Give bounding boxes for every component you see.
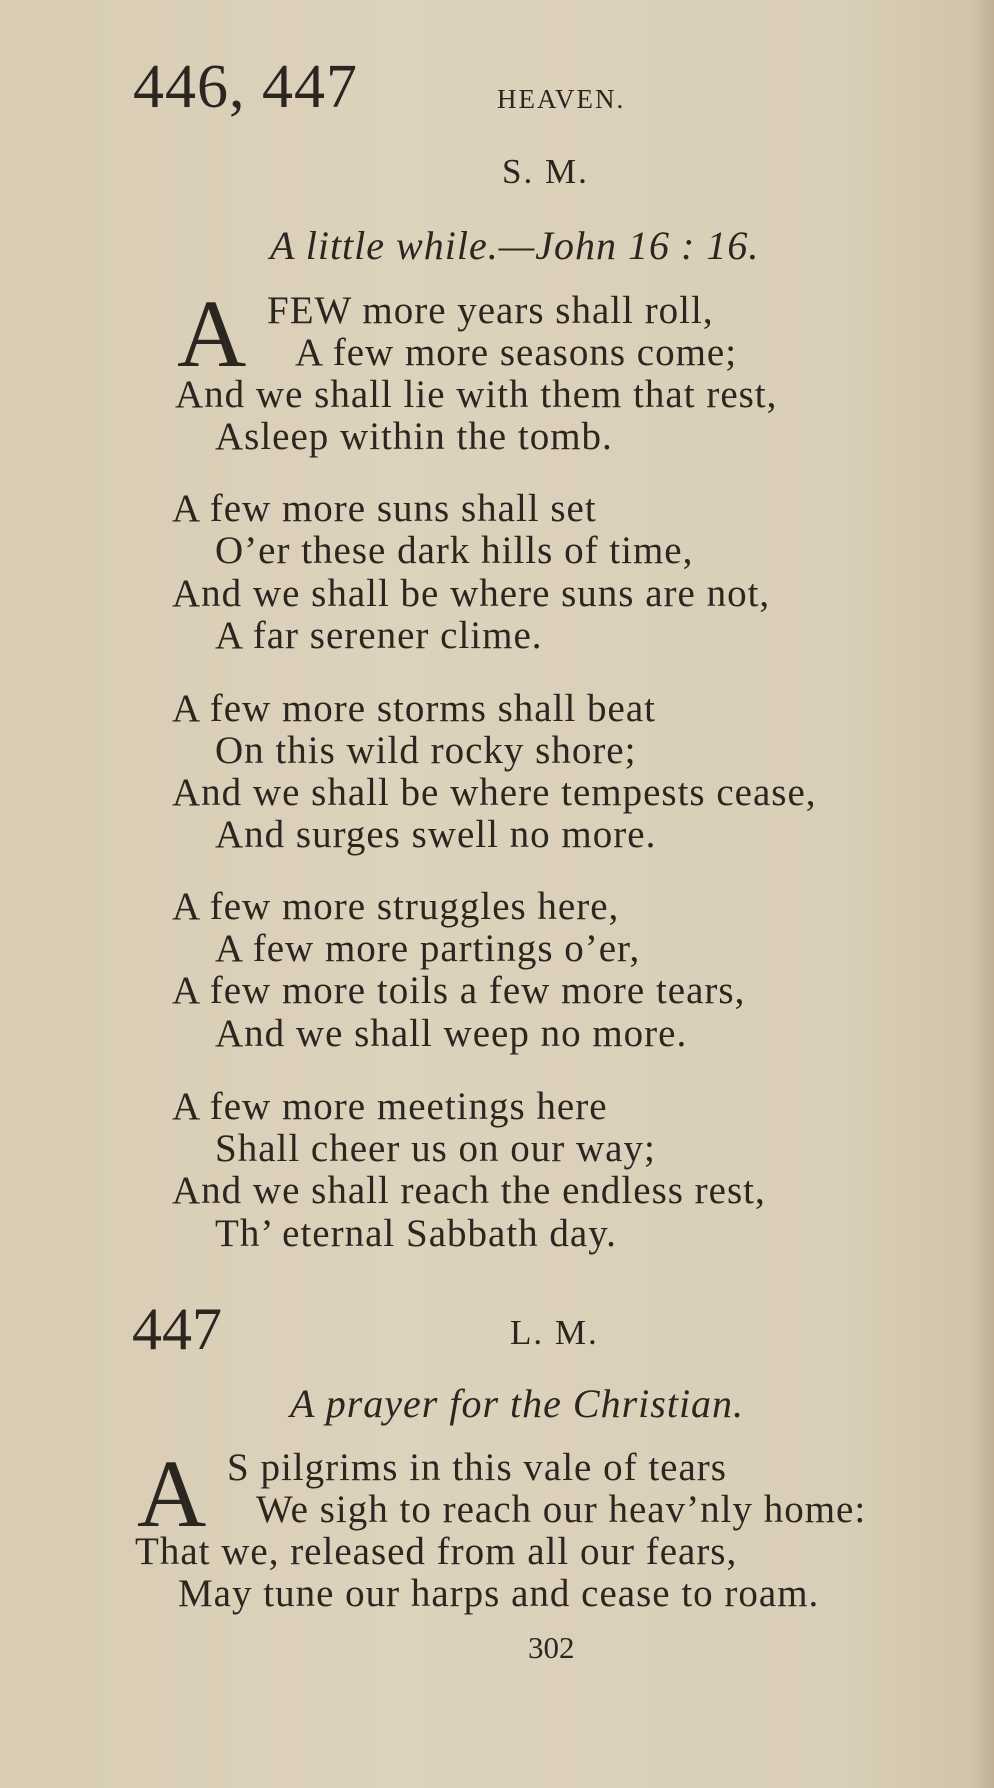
page-edge-shadow [972, 0, 994, 1788]
hymn-numbers-header: 446, 447 [133, 53, 358, 121]
hymn-446-line: And we shall be where suns are not, [172, 572, 771, 615]
hymn-447-meter: L. M. [510, 1313, 599, 1352]
hymn-446-line: A few more seasons come; [295, 331, 738, 374]
hymn-446-line: A far serener clime. [215, 614, 543, 657]
hymn-446-line: And surges swell no more. [215, 813, 657, 856]
hymn-446-drop-cap: A [177, 280, 247, 387]
hymn-447-number: 447 [132, 1296, 222, 1362]
hymn-446-line: A few more partings o’er, [215, 927, 641, 970]
hymn-446-line: A few more meetings here [172, 1085, 608, 1128]
hymn-447-line: May tune our harps and cease to roam. [178, 1572, 820, 1615]
hymn-446-line: O’er these dark hills of time, [215, 529, 694, 572]
hymn-446-meter: S. M. [502, 152, 589, 191]
hymn-446-line: FEW more years shall roll, [267, 289, 714, 332]
hymn-446-line: Asleep within the tomb. [215, 415, 613, 458]
hymn-447-line: That we, released from all our fears, [135, 1530, 738, 1573]
hymn-446-line: And we shall reach the endless rest, [172, 1169, 766, 1212]
hymn-446-line: Shall cheer us on our way; [215, 1127, 656, 1170]
hymn-446-line: A few more storms shall beat [172, 687, 656, 730]
hymn-447-line: We sigh to reach our heav’nly home: [256, 1488, 867, 1531]
page-number: 302 [528, 1630, 575, 1665]
hymn-447-drop-cap: A [137, 1440, 207, 1547]
hymn-446-line: A few more struggles here, [172, 885, 620, 928]
section-title: HEAVEN. [497, 84, 626, 114]
hymn-446-line: On this wild rocky shore; [215, 729, 637, 772]
hymn-447-subtitle: A prayer for the Christian. [290, 1381, 745, 1426]
hymn-446-line: A few more suns shall set [172, 487, 597, 530]
hymn-446-line: And we shall weep no more. [215, 1012, 688, 1055]
hymn-446-line: Th’ eternal Sabbath day. [215, 1212, 617, 1255]
hymn-446-subtitle: A little while.—John 16 : 16. [270, 223, 760, 268]
hymn-447-line: S pilgrims in this vale of tears [227, 1446, 727, 1489]
hymn-446-line: A few more toils a few more tears, [172, 969, 746, 1012]
hymn-446-line: And we shall lie with them that rest, [175, 373, 778, 416]
hymn-446-line: And we shall be where tempests cease, [172, 771, 817, 814]
